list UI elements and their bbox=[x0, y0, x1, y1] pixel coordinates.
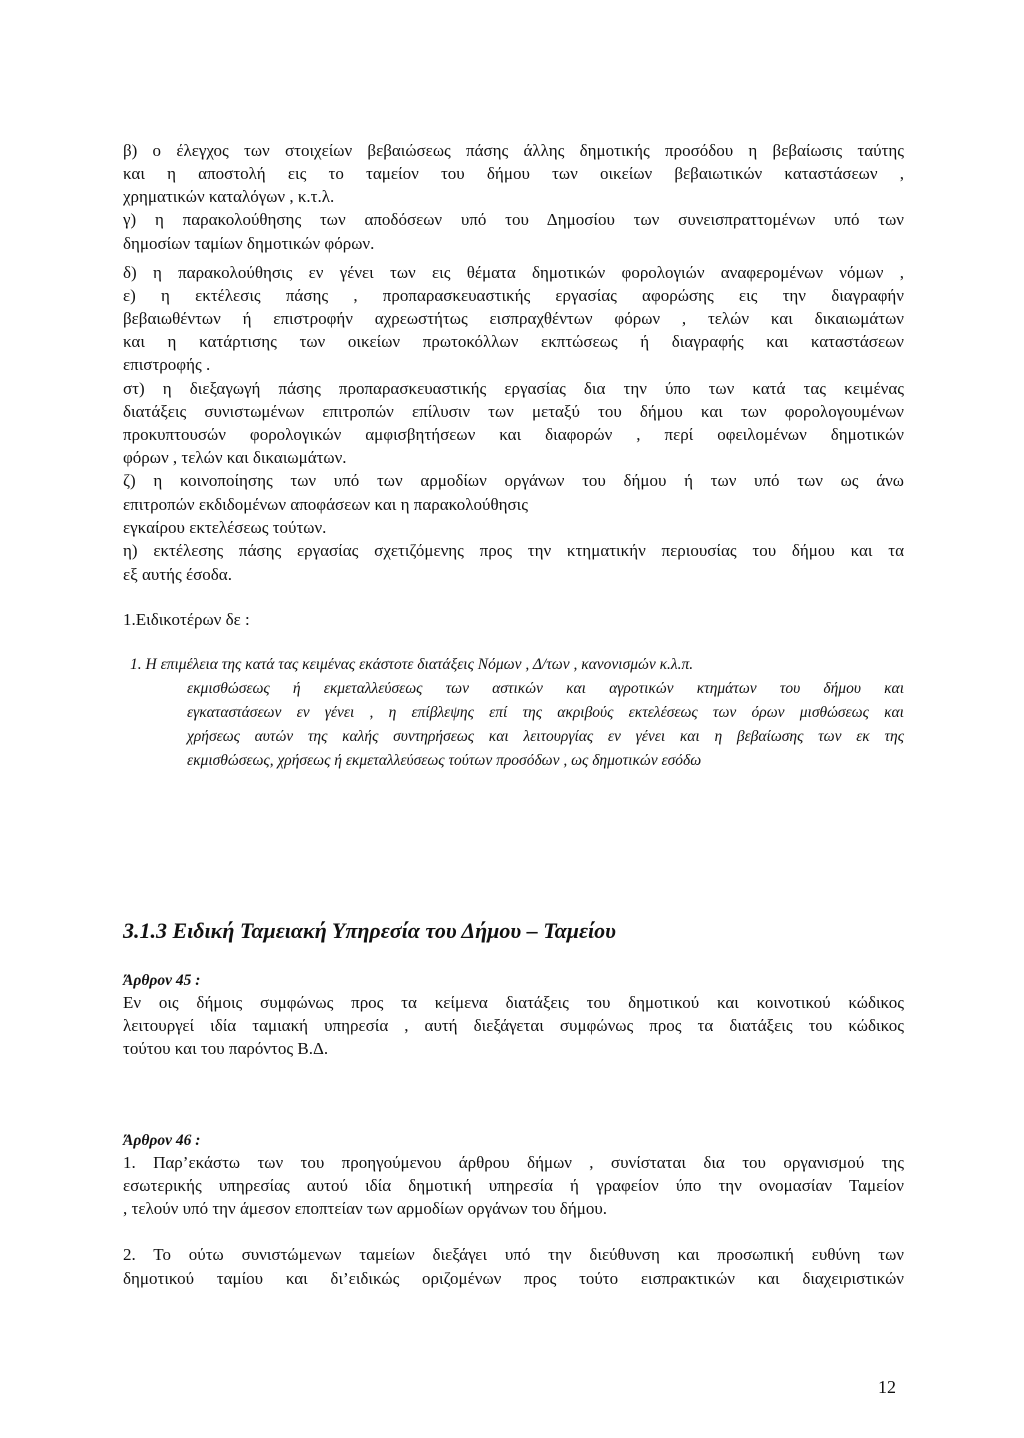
section-heading: 3.1.3 Ειδική Ταμειακή Υπηρεσία του Δήμου – Ταμείου bbox=[123, 918, 616, 943]
article-45-line: τούτου και του παρόντος Β.Δ. bbox=[123, 1039, 329, 1058]
article-46-line: 1. Παρ’εκάστω των του προηγούμενου άρθρου δήμων , συνίσταται δια του οργανισμού της bbox=[123, 1153, 904, 1172]
article-45-line: Εν οις δήμοις συμφώνως προς τα κείμενα διατάξεις του δημοτικού και κοινοτικού κώδικος bbox=[123, 993, 904, 1012]
text-line: εξ αυτής έσοδα. bbox=[123, 565, 232, 584]
page-number: 12 bbox=[878, 1377, 896, 1397]
text-line: η) εκτέλεσης πάσης εργασίας σχετιζόμενης προς την κτηματικήν περιουσίας του δήμου και τα bbox=[123, 541, 904, 560]
text-line: στ) η διεξαγωγή πάσης προπαρασκευαστικής εργασίας δια την ύπο των κατά τας κειμένας bbox=[123, 379, 904, 398]
italic-line: εγκαταστάσεων εν γένει , η επίβλεψης επί της ακριβούς εκτελέσεως των όρων μισθώσεως και bbox=[187, 704, 904, 721]
text-line: δημοσίων ταμίων δημοτικών φόρων. bbox=[123, 234, 375, 253]
text-line: προκυπτουσών φορολογικών αμφισβητήσεων και διαφορών , περί οφειλομένων δημοτικών bbox=[123, 425, 904, 444]
text-line: φόρων , τελών και δικαιωμάτων. bbox=[123, 448, 347, 467]
text-line: επιστροφής . bbox=[123, 355, 211, 374]
italic-line: χρήσεως αυτών της καλής συντηρήσεως και λειτουργίας εν γένει και η βεβαίωσης των εκ της bbox=[187, 728, 904, 745]
text-line: ε) η εκτέλεσις πάσης , προπαρασκευαστικής εργασίας αφορώσης εις την διαγραφήν bbox=[123, 286, 904, 305]
text-line: γ) η παρακολούθησης των αποδόσεων υπό του Δημοσίου των συνεισπραττομένων υπό των bbox=[123, 210, 904, 229]
article-46-line: 2. Το ούτω συνιστώμενων ταμείων διεξάγει υπό την διεύθυνση και προσωπική ευθύνη των bbox=[123, 1245, 904, 1264]
text-line: και η κατάρτισης των οικείων πρωτοκόλλων εκπτώσεως ή διαγραφής και καταστάσεων bbox=[123, 332, 904, 351]
article-45-line: λειτουργεί ιδία ταμιακή υπηρεσία , αυτή διεξάγεται συμφώνως προς τα διατάξεις του κώδικος bbox=[123, 1016, 904, 1035]
text-line: βεβαιωθέντων ή επιστροφήν αχρεωστήτως εισπραχθέντων φόρων , τελών και δικαιωμάτων bbox=[123, 309, 904, 328]
text-line: επιτροπών εκδιδομένων αποφάσεων και η παρακολούθησις bbox=[123, 495, 528, 514]
text-line: διατάξεις συνιστωμένων επιτροπών επίλυσιν των μεταξύ του δήμου και των φορολογουμένων bbox=[123, 402, 904, 421]
article-46-title: Άρθρον 46 : bbox=[123, 1132, 201, 1149]
italic-line: 1. Η επιμέλεια της κατά τας κειμένας εκάστοτε διατάξεις Νόμων , Δ/των , κανονισμών κ.λ.π. bbox=[130, 656, 694, 673]
text-line: και η αποστολή εις το ταμείον του δήμου των οικείων βεβαιωτικών καταστάσεων , bbox=[123, 164, 904, 183]
article-46-line: , τελούν υπό την άμεσον εποπτείαν των αρμοδίων οργάνων του δήμου. bbox=[123, 1199, 607, 1218]
article-46-line: δημοτικού ταμίου και δι’ειδικώς οριζομένων προς τούτο εισπρακτικών και διαχειριστικών bbox=[123, 1269, 904, 1288]
subsection-label: 1.Ειδικοτέρων δε : bbox=[123, 610, 250, 629]
article-46-line: εσωτερικής υπηρεσίας αυτού ιδία δημοτική υπηρεσία ή γραφείον ύπο την ονομασίαν Ταμείον bbox=[123, 1176, 904, 1195]
article-45-title: Άρθρον 45 : bbox=[123, 972, 201, 989]
text-line: β) ο έλεγχος των στοιχείων βεβαιώσεως πάσης άλλης δημοτικής προσόδου η βεβαίωσις ταύτης bbox=[123, 141, 904, 160]
text-line: εγκαίρου εκτελέσεως τούτων. bbox=[123, 518, 327, 537]
text-line: χρηματικών καταλόγων , κ.τ.λ. bbox=[123, 187, 335, 206]
italic-line: εκμισθώσεως, χρήσεως ή εκμεταλλεύσεως τούτων προσόδων , ως δημοτικών εσόδω bbox=[187, 752, 702, 769]
text-line: δ) η παρακολούθησις εν γένει των εις θέματα δημοτικών φορολογιών αναφερομένων νόμων , bbox=[123, 263, 904, 282]
italic-line: εκμισθώσεως ή εκμεταλλεύσεως των αστικών και αγροτικών κτημάτων του δήμου και bbox=[187, 680, 904, 697]
text-line: ζ) η κοινοποίησης των υπό των αρμοδίων οργάνων του δήμου ή των υπό των ως άνω bbox=[123, 471, 904, 490]
